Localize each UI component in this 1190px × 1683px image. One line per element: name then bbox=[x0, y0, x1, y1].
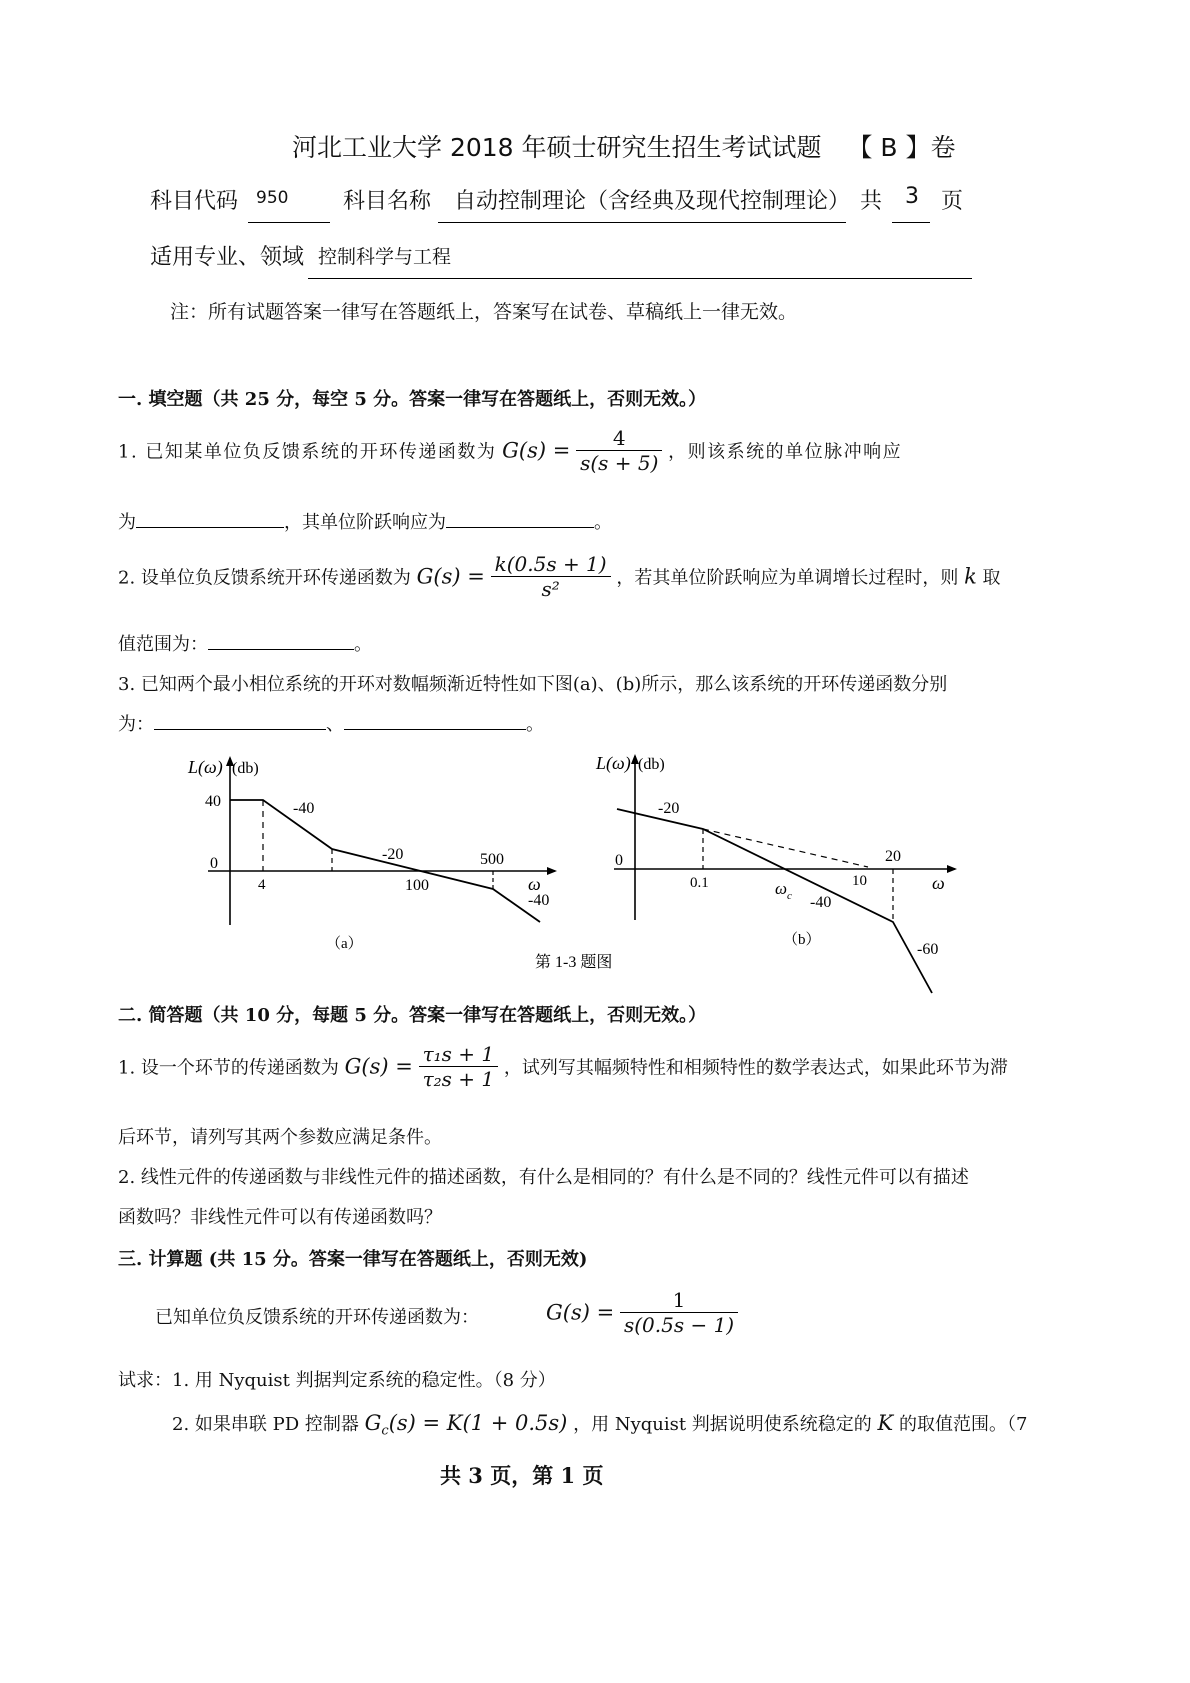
s3-ask2-pre: 2. 如果串联 PD 控制器 bbox=[172, 1414, 359, 1435]
s1-q2-fraction bbox=[491, 552, 611, 601]
b-slope-3: -60 bbox=[917, 941, 939, 958]
s2-q1-line2: 后环节，请列写其两个参数应满足条件。 bbox=[118, 1127, 442, 1148]
s2-q1-text: 1. 设一个环节的传递函数为 bbox=[118, 1057, 339, 1079]
b-y-label: L(ω) bbox=[596, 753, 631, 773]
b-slope-2: -40 bbox=[810, 894, 832, 911]
pages-post: 页 bbox=[941, 189, 964, 214]
s2-q2-line1: 2. 线性元件的传递函数与非线性元件的描述函数，有什么是相同的？有什么是不同的？线性元件可以有描述 bbox=[118, 1167, 969, 1188]
s1-q3-blank-a[interactable] bbox=[154, 729, 326, 730]
s1-q2-text: 2. 设单位负反馈系统开环传递函数为 bbox=[118, 567, 411, 589]
exam-title-text: 河北工业大学 2018 年硕士研究生招生考试试题 bbox=[292, 133, 822, 162]
s1-q3-answer-line bbox=[118, 710, 544, 736]
a-ytick-0: 0 bbox=[210, 855, 218, 872]
b-x-label: ω bbox=[932, 873, 945, 893]
s2-q1-tail: ，试列写其幅频特性和相频特性的数学表达式，如果此环节为滞 bbox=[503, 1057, 1008, 1079]
paper-tag: 【 B 】卷 bbox=[847, 133, 956, 162]
s1-q2-blank[interactable] bbox=[208, 649, 354, 650]
s1-q2-denominator: s² bbox=[541, 577, 560, 601]
s3-ask2-formula: (s) = K(1 + 0.5s) bbox=[388, 1411, 568, 1435]
b-xtick-01: 0.1 bbox=[690, 875, 709, 891]
b-y-unit: (db) bbox=[638, 756, 665, 773]
b-wc-sub: c bbox=[787, 890, 792, 902]
s1-q3-sep: 、 bbox=[326, 714, 344, 735]
s1-question-2 bbox=[118, 552, 1001, 601]
b-xtick-10: 10 bbox=[852, 873, 867, 889]
section2-heading: 二. 简答题（共 10 分，每题 5 分。答案一律写在答题纸上，否则无效。） bbox=[118, 1005, 707, 1026]
s2-q1-lhs: G(s) = bbox=[344, 1054, 413, 1079]
name-value: 自动控制理论（含经典及现代控制理论） bbox=[454, 189, 851, 214]
s3-formula bbox=[546, 1288, 738, 1337]
a-slope-1: -40 bbox=[293, 800, 315, 817]
b-xtick-20: 20 bbox=[885, 848, 901, 865]
s1-q2-end: 。 bbox=[354, 634, 372, 655]
s3-ask-2 bbox=[172, 1410, 1027, 1439]
pages-value: 3 bbox=[905, 184, 919, 209]
s1-q1-tail: ，则该系统的单位脉冲响应 bbox=[668, 441, 903, 463]
b-slope-1: -20 bbox=[658, 800, 680, 817]
bode-figure bbox=[0, 740, 1190, 1010]
exam-note: 注：所有试题答案一律写在答题纸上，答案写在试卷、草稿纸上一律无效。 bbox=[170, 301, 798, 323]
code-underline bbox=[248, 222, 330, 223]
name-label: 科目名称 bbox=[343, 189, 432, 214]
s1-q2-lhs: G(s) = bbox=[416, 564, 485, 589]
s3-ask-1: 试求：1. 用 Nyquist 判据判定系统的稳定性。（8 分） bbox=[118, 1370, 556, 1391]
s1-q2-prefix: 值范围为： bbox=[118, 634, 208, 655]
b-dash-slope bbox=[703, 829, 868, 867]
s3-ask2-tail: 的取值范围。（7 bbox=[898, 1414, 1028, 1435]
s1-q1-numerator: 4 bbox=[576, 426, 662, 451]
major-label: 适用专业、领域 bbox=[150, 245, 305, 270]
s3-ask2-k: K bbox=[877, 1411, 894, 1435]
s1-q1-blank-step[interactable] bbox=[446, 527, 594, 528]
s1-q3-end: 。 bbox=[526, 714, 544, 735]
exam-title bbox=[292, 128, 956, 164]
a-ytick-40: 40 bbox=[205, 793, 221, 810]
b-asymptote bbox=[617, 809, 932, 993]
s1-q1-lhs: G(s) = bbox=[502, 438, 571, 463]
s3-ask2-g: G bbox=[364, 1411, 382, 1435]
s1-q1-answer-line bbox=[118, 508, 612, 534]
s1-q1-denominator: s(s + 5) bbox=[580, 451, 659, 475]
b-ytick-0: 0 bbox=[615, 852, 623, 869]
a-sub-label: （a） bbox=[326, 936, 363, 952]
s2-q1-denominator: τ₂s + 1 bbox=[422, 1067, 495, 1091]
page-footer: 共 3 页，第 1 页 bbox=[440, 1463, 604, 1488]
s1-q1-fraction bbox=[576, 426, 662, 475]
a-slope-2: -20 bbox=[382, 846, 404, 863]
a-x-label: ω bbox=[528, 874, 541, 894]
pages-underline bbox=[892, 222, 930, 223]
s3-numerator: 1 bbox=[620, 1288, 738, 1313]
s2-q1-fraction bbox=[419, 1042, 499, 1091]
section1-heading: 一. 填空题（共 25 分，每空 5 分。答案一律写在答题纸上，否则无效。） bbox=[118, 389, 707, 410]
s1-q2-tail: ，若其单位阶跃响应为单调增长过程时，则 bbox=[616, 567, 959, 589]
a-xtick-500: 500 bbox=[480, 851, 504, 868]
s3-denominator: s(0.5s − 1) bbox=[623, 1313, 735, 1337]
a-slope-3: -40 bbox=[528, 892, 550, 909]
section3-heading: 三. 计算题 (共 15 分。答案一律写在答题纸上，否则无效) bbox=[118, 1249, 588, 1270]
s3-intro: 已知单位负反馈系统的开环传递函数为： bbox=[155, 1307, 479, 1328]
s3-lhs: G(s) = bbox=[546, 1300, 615, 1325]
figure-caption: 第 1-3 题图 bbox=[535, 954, 613, 971]
b-sub-label: （b） bbox=[783, 932, 821, 948]
pages-pre: 共 bbox=[860, 189, 883, 214]
bode-plot-b bbox=[595, 753, 955, 993]
s1-q3-line1: 3. 已知两个最小相位系统的开环对数幅频渐近特性如下图(a)、(b)所示，那么该系统的开环传递函数分别 bbox=[118, 674, 948, 695]
s1-q3-blank-b[interactable] bbox=[344, 729, 526, 730]
s2-q1-numerator: τ₁s + 1 bbox=[419, 1042, 499, 1067]
s1-q2-tail2: 取 bbox=[982, 567, 1001, 589]
a-y-label: L(ω) bbox=[188, 757, 223, 777]
b-wc-label: ω bbox=[775, 879, 788, 898]
s1-q1-step-label: ，其单位阶跃响应为 bbox=[284, 512, 446, 533]
code-label: 科目代码 bbox=[150, 189, 239, 214]
major-value: 控制科学与工程 bbox=[318, 246, 452, 268]
s2-q2-line2: 函数吗？非线性元件可以有传递函数吗？ bbox=[118, 1207, 442, 1228]
s1-q1-text: 1. 已知某单位负反馈系统的开环传递函数为 bbox=[118, 441, 497, 463]
s1-q3-prefix: 为： bbox=[118, 714, 154, 735]
s1-q2-k: k bbox=[964, 564, 977, 589]
s3-ask2-mid: ，用 Nyquist 判据说明使系统稳定的 bbox=[573, 1414, 872, 1435]
s3-fraction bbox=[620, 1288, 738, 1337]
a-y-unit: (db) bbox=[232, 760, 259, 777]
s3-ask2-sub: c bbox=[381, 1423, 389, 1439]
code-value: 950 bbox=[256, 188, 289, 208]
s1-q1-end: 。 bbox=[594, 512, 612, 533]
bode-plot-a bbox=[187, 757, 555, 952]
s1-q2-numerator: k(0.5s + 1) bbox=[491, 552, 611, 577]
s2-question-1 bbox=[118, 1042, 1008, 1091]
name-underline bbox=[438, 222, 846, 223]
s1-q1-blank-impulse[interactable] bbox=[136, 527, 284, 528]
s1-q1-prefix: 为 bbox=[118, 512, 136, 533]
s1-q2-answer-line bbox=[118, 630, 372, 656]
s1-question-1 bbox=[118, 426, 902, 475]
a-xtick-4: 4 bbox=[258, 877, 266, 893]
major-underline bbox=[308, 278, 972, 279]
a-xtick-100: 100 bbox=[405, 877, 429, 894]
